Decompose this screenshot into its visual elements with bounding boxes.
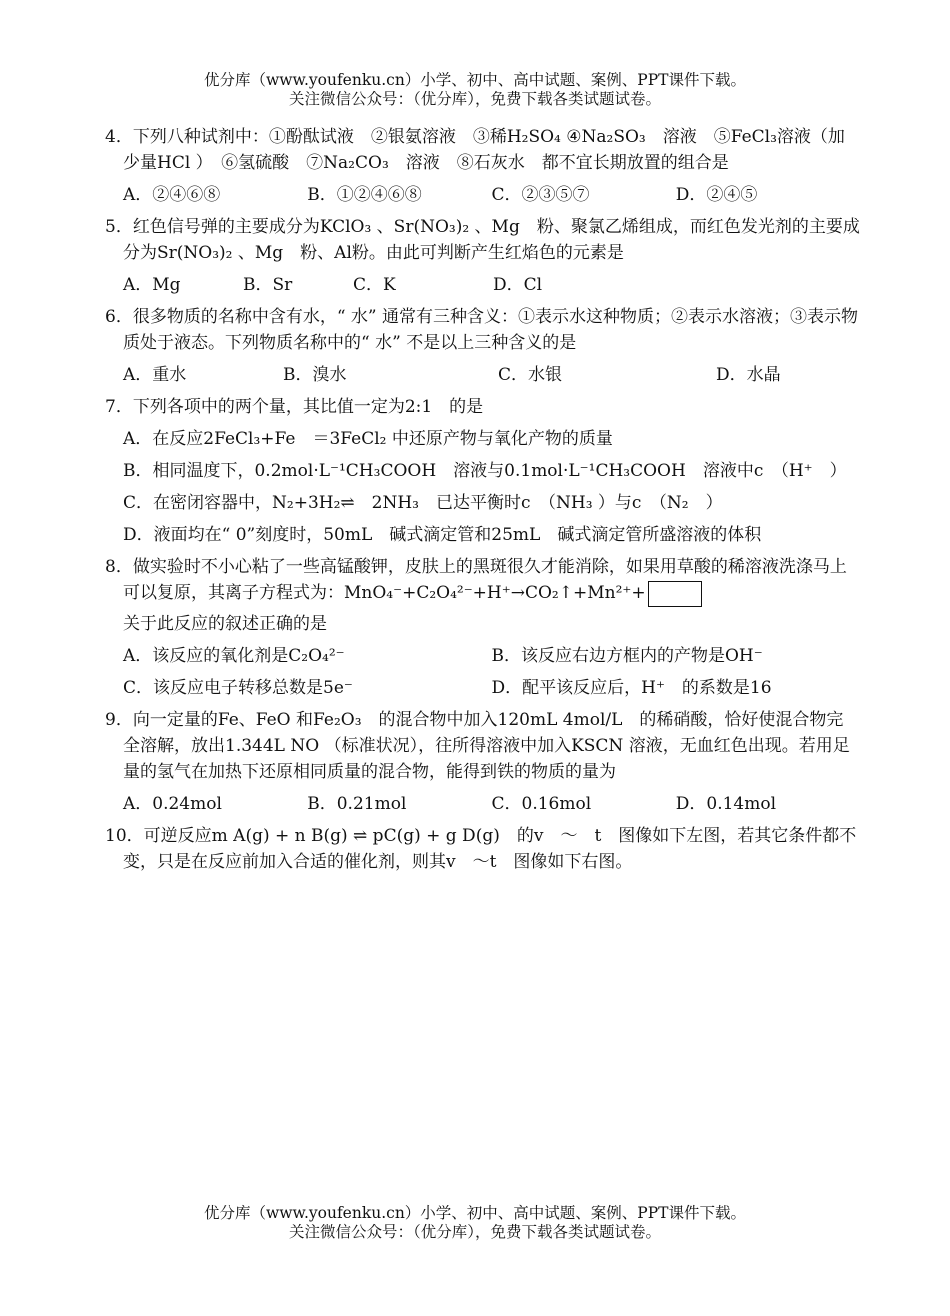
option-b[interactable]: B．0.21mol — [307, 793, 407, 814]
question-stem-continued: 关于此反应的叙述正确的是 — [123, 613, 327, 634]
option-b[interactable]: B．相同温度下，0.2mol·L⁻¹CH₃COOH 溶液与0.1mol·L⁻¹CH₃COOH 溶液中c （H⁺ ） — [123, 461, 847, 481]
question-7 — [105, 394, 860, 548]
question-number: 8． — [105, 557, 133, 577]
question-8 — [105, 554, 860, 701]
option-c[interactable]: C．K — [353, 275, 396, 295]
option-a[interactable]: A．在反应2FeCl₃+Fe ＝3FeCl₂ 中还原产物与氧化产物的质量 — [123, 429, 613, 449]
answer-box[interactable] — [648, 581, 702, 607]
footer-line-2: 关注微信公众号：（优分库），免费下载各类试题试卷。 — [288, 1223, 661, 1241]
question-4 — [105, 124, 860, 208]
question-stem-text: 做实验时不小心粘了一些高锰酸钾，皮肤上的黑斑很久才能消除，如果用草酸的稀溶液洗涤马上可以复原，其离子方程式为：MnO₄⁻+C₂O₄²⁻+H⁺→CO₂↑+Mn²⁺+ — [123, 557, 847, 603]
option-list — [105, 675, 860, 701]
question-stem — [105, 554, 860, 607]
question-stem-text: 下列八种试剂中：①酚酞试液 ②银氨溶液 ③稀H₂SO₄ ④Na₂SO₃ 溶液 ⑤FeCl₃溶液（加少量HCl ） ⑥氢硫酸 ⑦Na₂CO₃ 溶液 ⑧石灰水 都不宜长期放置的组合是 — [123, 127, 845, 173]
question-stem-text: 红色信号弹的主要成分为KClO₃ 、Sr(NO₃)₂ 、Mg 粉、聚氯乙烯组成，而红色发光剂的主要成分为Sr(NO₃)₂ 、Mg 粉、Al粉。由此可判断产生红焰色的元素是 — [123, 217, 860, 263]
option-b[interactable]: B．①②④⑥⑧ — [307, 185, 422, 205]
page-footer — [0, 1204, 950, 1242]
option-c[interactable]: C．在密闭容器中，N₂+3H₂⇌ 2NH₃ 已达平衡时c （NH₃ ）与c （N₂ ） — [123, 493, 723, 513]
option-c[interactable]: C．该反应电子转移总数是5e⁻ — [123, 677, 353, 698]
option-b[interactable]: B．该反应右边方框内的产物是OH⁻ — [491, 645, 763, 666]
option-d[interactable]: D．Cl — [493, 275, 543, 295]
question-stem — [105, 707, 860, 785]
option-b[interactable]: B．Sr — [243, 275, 293, 295]
header-line-1: 优分库（www.youfenku.cn）小学、初中、高中试题、案例、PPT课件下载。 — [203, 71, 747, 89]
option-d[interactable]: D．液面均在“ 0”刻度时，50mL 碱式滴定管和25mL 碱式滴定管所盛溶液的体积 — [123, 525, 762, 545]
question-list — [105, 124, 860, 881]
question-9 — [105, 707, 860, 817]
question-stem-text: 下列各项中的两个量，其比值一定为2:1 的是 — [132, 397, 484, 417]
question-6 — [105, 304, 860, 388]
option-list — [105, 643, 860, 669]
option-a[interactable]: A．该反应的氧化剂是C₂O₄²⁻ — [123, 645, 345, 666]
option-d[interactable]: D．②④⑤ — [675, 185, 758, 205]
question-stem-text: 很多物质的名称中含有水，“ 水” 通常有三种含义：①表示水这种物质；②表示水溶液；③表示物质处于液态。下列物质名称中的“ 水” 不是以上三种含义的是 — [123, 307, 859, 353]
option-list — [105, 272, 860, 298]
question-10 — [105, 823, 860, 875]
question-stem — [105, 124, 860, 176]
header-line-2: 关注微信公众号：（优分库），免费下载各类试题试卷。 — [288, 90, 661, 108]
footer-line-1: 优分库（www.youfenku.cn）小学、初中、高中试题、案例、PPT课件下载。 — [203, 1204, 747, 1222]
page-header — [0, 71, 950, 109]
question-stem — [105, 823, 860, 875]
option-d[interactable]: D．0.14mol — [675, 793, 777, 814]
question-stem — [105, 394, 860, 420]
option-d[interactable]: D．配平该反应后，H⁺ 的系数是16 — [491, 677, 772, 698]
question-number: 5． — [105, 217, 133, 237]
option-d[interactable]: D．水晶 — [716, 365, 781, 385]
option-a[interactable]: A．Mg — [123, 275, 181, 295]
question-number: 7． — [105, 397, 133, 417]
option-list — [105, 182, 860, 208]
question-5 — [105, 214, 860, 298]
question-number: 6． — [105, 307, 133, 327]
option-c[interactable]: C．0.16mol — [491, 793, 592, 814]
question-number: 10． — [105, 825, 144, 846]
option-a[interactable]: A．重水 — [123, 365, 187, 385]
option-c[interactable]: C．水银 — [498, 365, 563, 385]
option-a[interactable]: A．②④⑥⑧ — [123, 185, 221, 205]
question-stem — [105, 214, 860, 266]
question-stem — [105, 304, 860, 356]
question-stem-text: 可逆反应m A(g) + n B(g) ⇌ pC(g) + g D(g) 的v ～ t 图像如下左图，若其它条件都不变，只是在反应前加入合适的催化剂，则其v ～t 图像如下右图。 — [123, 825, 857, 872]
option-b[interactable]: B．溴水 — [283, 365, 347, 385]
option-list — [105, 362, 860, 388]
question-number: 4． — [105, 127, 133, 147]
question-stem-text: 向一定量的Fe、FeO 和Fe₂O₃ 的混合物中加入120mL 4mol/L 的稀硝酸，恰好使混合物完全溶解，放出1.344L NO （标准状况），往所得溶液中加入KSCN 溶液，无血红色出现。若用足量的氢气在加热下还原相同质量的混合物，能得到铁的物质的量为 — [123, 709, 850, 782]
option-list — [105, 791, 860, 817]
question-number: 9． — [105, 709, 133, 730]
option-c[interactable]: C．②③⑤⑦ — [491, 185, 590, 205]
option-a[interactable]: A．0.24mol — [123, 793, 222, 814]
